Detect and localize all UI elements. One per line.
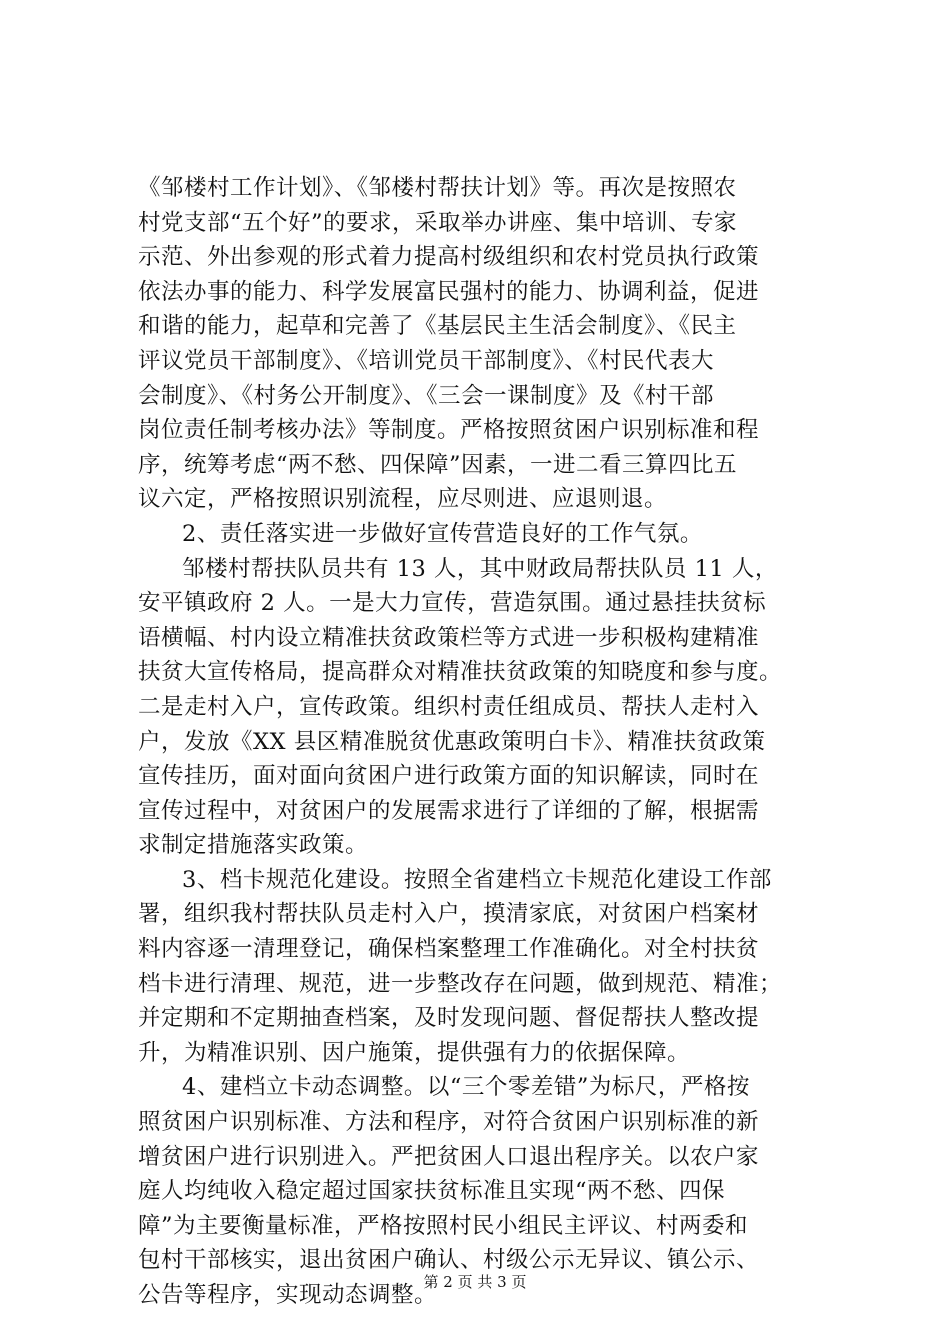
text-line: 署，组织我村帮扶队员走村入户，摸清家底，对贫困户档案材	[138, 901, 760, 928]
text-line: 评议党员干部制度》、《培训党员干部制度》、《村民代表大	[138, 347, 715, 374]
text-line: 升，为精准识别、因户施策，提供强有力的依据保障。	[138, 1039, 691, 1066]
text-line: 示范、外出参观的形式着力提高村级组织和农村党员执行政策	[138, 244, 760, 271]
text-line: 料内容逐一清理登记，确保档案整理工作准确化。对全村扶贫	[138, 936, 760, 963]
text-line: 依法办事的能力、科学发展富民强村的能力、协调利益，促进	[138, 278, 760, 305]
page-footer: 第 2 页 共 3 页	[423, 1273, 527, 1291]
text-line: 宣传挂历，面对面向贫困户进行政策方面的知识解读，同时在	[138, 763, 760, 790]
text-line: 语横幅、村内设立精准扶贫政策栏等方式进一步积极构建精准	[138, 624, 760, 651]
text-line: 村党支部“五个好”的要求，采取举办讲座、集中培训、专家	[138, 209, 738, 236]
text-line: 照贫困户识别标准、方法和程序，对符合贫困户识别标准的新	[138, 1109, 760, 1136]
text-line: 二是走村入户，宣传政策。组织村责任组成员、帮扶人走村入	[138, 693, 760, 720]
text-line: 公告等程序，实现动态调整。	[138, 1282, 438, 1308]
text-line: 安平镇政府 2 人。一是大力宣传，营造氛围。通过悬挂扶贫标	[138, 590, 767, 617]
text-line: 包村干部核实，退出贫困户确认、村级公示无异议、镇公示、	[138, 1247, 760, 1274]
text-line: 岗位责任制考核办法》等制度。严格按照贫困户识别标准和程	[138, 417, 760, 444]
text-line: 障”为主要衡量标准，严格按照村民小组民主评议、村两委和	[138, 1212, 749, 1239]
text-line: 邹楼村帮扶队员共有 13 人，其中财政局帮扶队员 11 人，	[182, 555, 778, 582]
text-line: 和谐的能力，起草和完善了《基层民主生活会制度》、《民主	[138, 313, 737, 340]
text-line: 档卡进行清理、规范，进一步整改存在问题，做到规范、精准；	[138, 970, 783, 997]
text-line: 求制定措施落实政策。	[138, 832, 369, 859]
text-line: 4、建档立卡动态调整。以“三个零差错”为标尺，严格按	[182, 1074, 750, 1101]
text-line: 庭人均纯收入稳定超过国家扶贫标准且实现“两不愁、四保	[138, 1178, 726, 1205]
text-line: 会制度》、《村务公开制度》、《三会一课制度》及《村干部	[138, 382, 715, 409]
text-line: 宣传过程中，对贫困户的发展需求进行了详细的了解，根据需	[138, 797, 760, 824]
text-line: 序，统筹考虑“两不愁、四保障”因素，一进二看三算四比五	[138, 451, 738, 478]
text-line: 2、责任落实进一步做好宣传营造良好的工作气氛。	[182, 520, 703, 547]
text-line: 并定期和不定期抽查档案，及时发现问题、督促帮扶人整改提	[138, 1005, 760, 1032]
text-line: 扶贫大宣传格局，提高群众对精准扶贫政策的知晓度和参与度。	[138, 659, 783, 686]
text-line: 增贫困户进行识别进入。严把贫困人口退出程序关。以农户家	[138, 1143, 760, 1170]
text-line: 3、档卡规范化建设。按照全省建档立卡规范化建设工作部	[182, 866, 772, 893]
text-line: 《邹楼村工作计划》、《邹楼村帮扶计划》等。再次是按照农	[138, 175, 737, 201]
text-line: 户，发放《XX 县区精准脱贫优惠政策明白卡》、精准扶贫政策	[138, 728, 766, 755]
text-line: 议六定，严格按照识别流程，应尽则进、应退则退。	[138, 486, 668, 513]
document-body	[138, 171, 818, 1313]
